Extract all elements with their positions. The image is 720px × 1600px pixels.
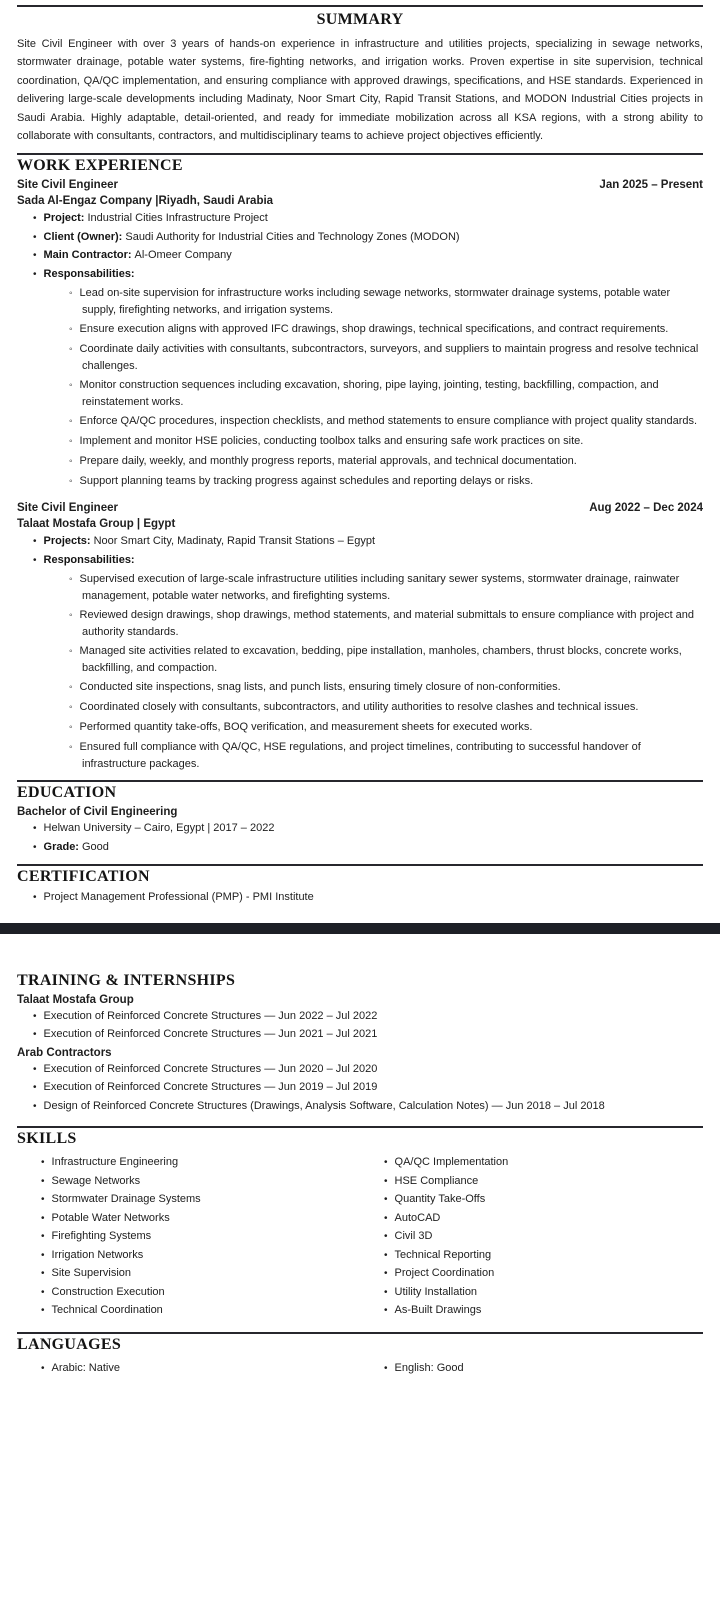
detail-label: Main Contractor: bbox=[43, 249, 132, 262]
responsibility-item: ◦ Lead on-site supervision for infrastructure works including sewage networks, stormwater drainage systems, potable water supply, firefighting networks, and irrigation systems. bbox=[69, 285, 703, 318]
skills-column-right bbox=[360, 1152, 703, 1322]
skills-column-left bbox=[17, 1152, 360, 1322]
section-work-experience bbox=[17, 153, 703, 772]
job-dates: Aug 2022 – Dec 2024 bbox=[589, 502, 703, 515]
detail-label: Projects: bbox=[43, 535, 91, 548]
skill-item: • Civil 3D bbox=[384, 1229, 703, 1245]
skills-title: SKILLS bbox=[17, 1130, 77, 1148]
responsibilities-label: Responsabilities: bbox=[43, 267, 135, 280]
languages-column-left bbox=[17, 1358, 360, 1380]
training-item: • Execution of Reinforced Concrete Structures — Jun 2021 – Jul 2021 bbox=[33, 1027, 703, 1043]
section-summary bbox=[17, 5, 703, 145]
job-title: Site Civil Engineer bbox=[17, 502, 118, 515]
job-entry-1 bbox=[17, 179, 703, 490]
job-detail-item bbox=[33, 230, 703, 246]
training-item: • Execution of Reinforced Concrete Structures — Jun 2020 – Jul 2020 bbox=[33, 1062, 703, 1078]
skill-item: • Construction Execution bbox=[41, 1285, 360, 1301]
languages-column-right bbox=[360, 1358, 703, 1380]
page-break-band bbox=[0, 923, 720, 934]
responsibility-item: ◦ Reviewed design drawings, shop drawings, method statements, and material submittals to ensure compliance with project and authority standards. bbox=[69, 607, 703, 640]
responsibility-item: ◦ Performed quantity take-offs, BOQ verification, and measurement sheets for executed works. bbox=[69, 719, 703, 736]
responsibility-item: ◦ Monitor construction sequences including excavation, shoring, pipe laying, jointing, testing, backfilling, compaction, and reinstatement works. bbox=[69, 377, 703, 410]
training-item: • Execution of Reinforced Concrete Structures — Jun 2019 – Jul 2019 bbox=[33, 1080, 703, 1096]
certification-list bbox=[17, 890, 703, 906]
skill-item: • Sewage Networks bbox=[41, 1174, 360, 1190]
responsibility-item: ◦ Enforce QA/QC procedures, inspection checklists, and method statements to ensure compliance with project quality standards. bbox=[69, 413, 703, 430]
certification-item: • Project Management Professional (PMP) - PMI Institute bbox=[33, 890, 703, 906]
skill-item: • Potable Water Networks bbox=[41, 1211, 360, 1227]
responsibility-item: ◦ Coordinated closely with consultants, subcontractors, and utility authorities to resolve clashes and technical issues. bbox=[69, 699, 703, 716]
resume-page-2 bbox=[0, 934, 720, 1390]
detail-label: Client (Owner): bbox=[43, 230, 123, 243]
summary-paragraph: Site Civil Engineer with over 3 years of hands-on experience in infrastructure and utilities projects, specializing in sewage networks, stormwater drainage, potable water systems, fire-fighting networks, and irrigation works. Proven expertise in site supervision, technical coordination, QA/QC implementation, and ensuring compliance with approved drawings, specifications, and HSE standards. Experienced in delivering large-scale developments including Madinaty, Noor Smart City, Rapid Transit Stations, and MODON Industrial Cities projects in Saudi Arabia. Highly adaptable, detail-oriented, and ready for immediate mobilization across all KSA regions, with a strong ability to collaborate with consultants, contractors, and multidisciplinary teams to achieve project objectives efficiently. bbox=[17, 38, 703, 143]
job-detail-item bbox=[33, 248, 703, 264]
job-detail-item bbox=[33, 267, 703, 491]
languages-columns bbox=[17, 1358, 703, 1380]
training-group-name: Arab Contractors bbox=[17, 1046, 112, 1059]
skills-columns bbox=[17, 1152, 703, 1322]
training-item: • Execution of Reinforced Concrete Structures — Jun 2022 – Jul 2022 bbox=[33, 1009, 703, 1025]
responsibility-item: ◦ Implement and monitor HSE policies, conducting toolbox talks and ensuring safe work practices on site. bbox=[69, 433, 703, 450]
responsibility-item: ◦ Ensured full compliance with QA/QC, HSE regulations, and project timelines, contributing to successful handover of infrastructure packages. bbox=[69, 739, 703, 772]
skill-item: • HSE Compliance bbox=[384, 1174, 703, 1190]
training-title: TRAINING & INTERNSHIPS bbox=[17, 971, 236, 989]
section-languages bbox=[17, 1332, 703, 1390]
education-title: EDUCATION bbox=[17, 784, 117, 802]
detail-text: Al-Omeer Company bbox=[134, 249, 232, 262]
education-item bbox=[33, 840, 703, 856]
certification-title: CERTIFICATION bbox=[17, 868, 150, 886]
responsibilities-label: Responsabilities: bbox=[43, 553, 135, 566]
skill-item: • Utility Installation bbox=[384, 1285, 703, 1301]
section-certification bbox=[17, 864, 703, 923]
skill-item: • Stormwater Drainage Systems bbox=[41, 1192, 360, 1208]
job-dates: Jan 2025 – Present bbox=[599, 179, 703, 192]
work-experience-title: WORK EXPERIENCE bbox=[17, 157, 183, 175]
skill-item: • Quantity Take-Offs bbox=[384, 1192, 703, 1208]
job-title: Site Civil Engineer bbox=[17, 179, 118, 192]
training-list bbox=[17, 1062, 703, 1115]
responsibility-list bbox=[45, 285, 703, 490]
job-entry-2 bbox=[17, 502, 703, 772]
section-skills bbox=[17, 1126, 703, 1322]
responsibility-item: ◦ Coordinate daily activities with consultants, subcontractors, surveyors, and suppliers to maintain progress and resolve technical challenges. bbox=[69, 341, 703, 374]
skill-item: • Site Supervision bbox=[41, 1266, 360, 1282]
summary-title: SUMMARY bbox=[316, 11, 404, 28]
job-detail-item bbox=[33, 211, 703, 227]
responsibility-item: ◦ Support planning teams by tracking progress against schedules and reporting delays or risks. bbox=[69, 473, 703, 490]
grade-value: Good bbox=[81, 840, 109, 853]
skill-item: • Technical Reporting bbox=[384, 1248, 703, 1264]
responsibility-item: ◦ Prepare daily, weekly, and monthly progress reports, material approvals, and technical documentation. bbox=[69, 453, 703, 470]
language-item: • English: Good bbox=[384, 1361, 703, 1377]
skill-item: • QA/QC Implementation bbox=[384, 1155, 703, 1171]
job-detail-item bbox=[33, 534, 703, 550]
education-text: Helwan University – Cairo, Egypt | 2017 – 2022 bbox=[43, 822, 275, 835]
skill-item: • As-Built Drawings bbox=[384, 1303, 703, 1319]
education-list bbox=[17, 821, 703, 855]
skill-item: • AutoCAD bbox=[384, 1211, 703, 1227]
responsibility-list bbox=[45, 571, 703, 772]
degree-name: Bachelor of Civil Engineering bbox=[17, 806, 178, 819]
job-detail-list bbox=[17, 211, 703, 490]
responsibility-item: ◦ Supervised execution of large-scale infrastructure utilities including sanitary sewer systems, stormwater drainage, rainwater management, potable water networks, and firefighting systems. bbox=[69, 571, 703, 604]
responsibility-item: ◦ Ensure execution aligns with approved IFC drawings, shop drawings, technical specifications, and contract requirements. bbox=[69, 321, 703, 338]
language-item: • Arabic: Native bbox=[41, 1361, 360, 1377]
job-header bbox=[17, 502, 703, 514]
skill-item: • Irrigation Networks bbox=[41, 1248, 360, 1264]
job-header bbox=[17, 179, 703, 191]
skill-item: • Project Coordination bbox=[384, 1266, 703, 1282]
training-group-name: Talaat Mostafa Group bbox=[17, 993, 134, 1006]
skill-item: • Technical Coordination bbox=[41, 1303, 360, 1319]
training-item: • Design of Reinforced Concrete Structures (Drawings, Analysis Software, Calculation Notes) — Jun 2018 – Jul 2018 bbox=[33, 1099, 703, 1115]
section-training bbox=[17, 972, 703, 1115]
detail-text: Saudi Authority for Industrial Cities and Technology Zones (MODON) bbox=[125, 230, 460, 243]
job-company: Talaat Mostafa Group | Egypt bbox=[17, 518, 176, 531]
detail-label: Project: bbox=[43, 212, 85, 225]
responsibility-item: ◦ Managed site activities related to excavation, bedding, pipe installation, manholes, chambers, thrust blocks, concrete works, backfilling, and compaction. bbox=[69, 643, 703, 676]
detail-text: Noor Smart City, Madinaty, Rapid Transit Stations – Egypt bbox=[93, 535, 376, 548]
training-list bbox=[17, 1009, 703, 1043]
education-item bbox=[33, 821, 703, 837]
skill-item: • Firefighting Systems bbox=[41, 1229, 360, 1245]
skill-item: • Infrastructure Engineering bbox=[41, 1155, 360, 1171]
grade-label: Grade: bbox=[43, 840, 79, 853]
languages-title: LANGUAGES bbox=[17, 1335, 122, 1353]
job-detail-item bbox=[33, 553, 703, 773]
detail-text: Industrial Cities Infrastructure Project bbox=[87, 212, 268, 225]
job-detail-list bbox=[17, 534, 703, 772]
job-company: Sada Al-Engaz Company |Riyadh, Saudi Arabia bbox=[17, 195, 274, 208]
responsibility-item: ◦ Conducted site inspections, snag lists, and punch lists, ensuring timely closure of non-conformities. bbox=[69, 679, 703, 696]
section-education bbox=[17, 780, 703, 855]
